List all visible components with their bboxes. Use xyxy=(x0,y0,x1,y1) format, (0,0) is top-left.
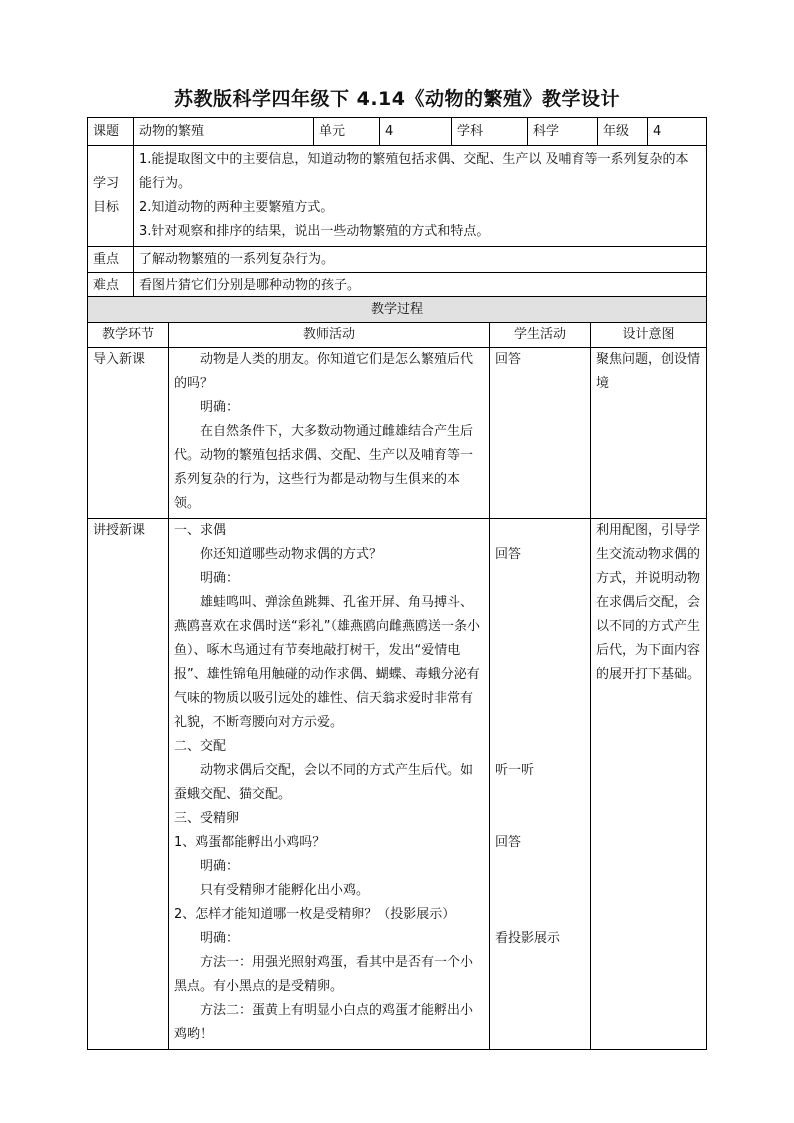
teacher-text: 方法二：蛋黄上有明显小白点的鸡蛋才能孵出小鸡哟！ xyxy=(174,1003,474,1042)
teacher-text: 在自然条件下，大多数动物通过雌雄结合产生后代。动物的繁殖包括求偶、交配、生产以及哺育等一系列复杂的行为，这些行为都是动物与生俱来的本领。 xyxy=(174,424,474,511)
key-point-text: 了解动物繁殖的一系列复杂行为。 xyxy=(134,247,707,273)
question-text: 1、鸡蛋都能孵出小鸡吗？ xyxy=(174,835,326,850)
teacher-text: 明确： xyxy=(200,859,240,874)
subject-label: 学科 xyxy=(452,118,528,146)
col-header-teacher: 教师活动 xyxy=(169,323,490,348)
key-point-label: 重点 xyxy=(88,247,134,273)
lecture-row xyxy=(88,519,707,1050)
key-point-row xyxy=(88,247,707,273)
col-header-student: 学生活动 xyxy=(490,323,591,348)
lecture-intent: 利用配图，引导学生交流动物求偶的方式，并说明动物在求偶后交配，会 以不同的方式产生后代，为下面内容的展开打下基础。 xyxy=(591,519,707,1050)
teacher-text: 只有受精卵才能孵化出小鸡。 xyxy=(200,883,370,898)
intro-stage: 导入新课 xyxy=(88,348,169,519)
lesson-info-table xyxy=(87,117,707,300)
goals-label-line: 目标 xyxy=(93,200,120,215)
teacher-text: 明确： xyxy=(200,400,240,415)
lecture-stage: 讲授新课 xyxy=(88,519,169,1050)
grade-label: 年级 xyxy=(598,118,648,146)
difficulty-text: 看图片猜它们分别是哪种动物的孩子。 xyxy=(134,273,707,300)
goals-row xyxy=(88,146,707,247)
goal-item: 3.针对观察和排序的结果，说出一些动物繁殖的方式和特点。 xyxy=(139,224,490,239)
lesson-label: 课题 xyxy=(88,118,134,146)
col-header-stage: 教学环节 xyxy=(88,323,169,348)
teacher-text: 方法一：用强光照射鸡蛋，看其中是否有一个小黑点。有小黑点的是受精卵。 xyxy=(174,955,474,994)
process-header-row xyxy=(88,323,707,348)
subject-value: 科学 xyxy=(528,118,598,146)
section-title: 二、交配 xyxy=(174,739,227,754)
unit-label: 单元 xyxy=(314,118,380,146)
process-heading: 教学过程 xyxy=(88,297,707,323)
goal-item: 2.知道动物的两种主要繁殖方式。 xyxy=(139,200,334,215)
document-title: 苏教版科学四年级下 4.14《动物的繁殖》教学设计 xyxy=(174,88,620,110)
teacher-text: 明确： xyxy=(200,931,240,946)
student-activity: 回答 xyxy=(495,547,522,562)
intro-intent: 聚焦问题，创设情境 xyxy=(591,348,707,519)
intro-student: 回答 xyxy=(490,348,591,519)
process-heading-row xyxy=(88,297,707,323)
section-title: 三、受精卵 xyxy=(174,811,240,826)
intro-row xyxy=(88,348,707,519)
goal-item: 1.能提取图文中的主要信息，知道动物的繁殖包括求偶、交配、生产以 及哺育等一系列复杂的本能行为。 xyxy=(139,152,689,191)
teacher-text: 明确： xyxy=(200,571,240,586)
student-activity: 回答 xyxy=(495,835,522,850)
teacher-text: 动物是人类的朋友。你知道它们是怎么繁殖后代的吗？ xyxy=(174,352,474,391)
teacher-text: 动物求偶后交配，会以不同的方式产生后代。如蚕蛾交配、猫交配。 xyxy=(174,763,474,802)
student-activity: 听一听 xyxy=(495,763,535,778)
section-title: 一、求偶 xyxy=(174,523,227,538)
intro-teacher xyxy=(169,348,490,519)
goals-label-line: 学习 xyxy=(93,176,120,191)
info-row xyxy=(88,118,707,146)
grade-value: 4 xyxy=(648,118,707,146)
teaching-process-table xyxy=(87,296,707,1050)
teacher-text: 你还知道哪些动物求偶的方式？ xyxy=(200,547,383,562)
goals-label xyxy=(88,146,134,247)
lecture-student xyxy=(490,519,591,1050)
goals-content xyxy=(134,146,707,247)
student-activity: 看投影展示 xyxy=(495,931,561,946)
col-header-intent: 设计意图 xyxy=(591,323,707,348)
lesson-value: 动物的繁殖 xyxy=(134,118,314,146)
teacher-text: 雄蛙鸣叫、弹涂鱼跳舞、孔雀开屏、角马搏斗、燕鸥喜欢在求偶时送“彩礼”（雄燕鸥向雌燕鸥送一条小鱼）、啄木鸟通过有节奏地敲打树干，发出“爱情电报”、雄性锦龟用触碰的动作求偶、蝴蝶、毒蛾分泌有气味的物质以吸引远处的雄性、信天翁求爱时非常有礼貌，不断弯腰向对方示爱。 xyxy=(174,595,480,730)
question-text: 2、怎样才能知道哪一枚是受精卵？（投影展示） xyxy=(174,907,456,922)
difficulty-label: 难点 xyxy=(88,273,134,300)
lecture-teacher xyxy=(169,519,490,1050)
unit-value: 4 xyxy=(380,118,452,146)
